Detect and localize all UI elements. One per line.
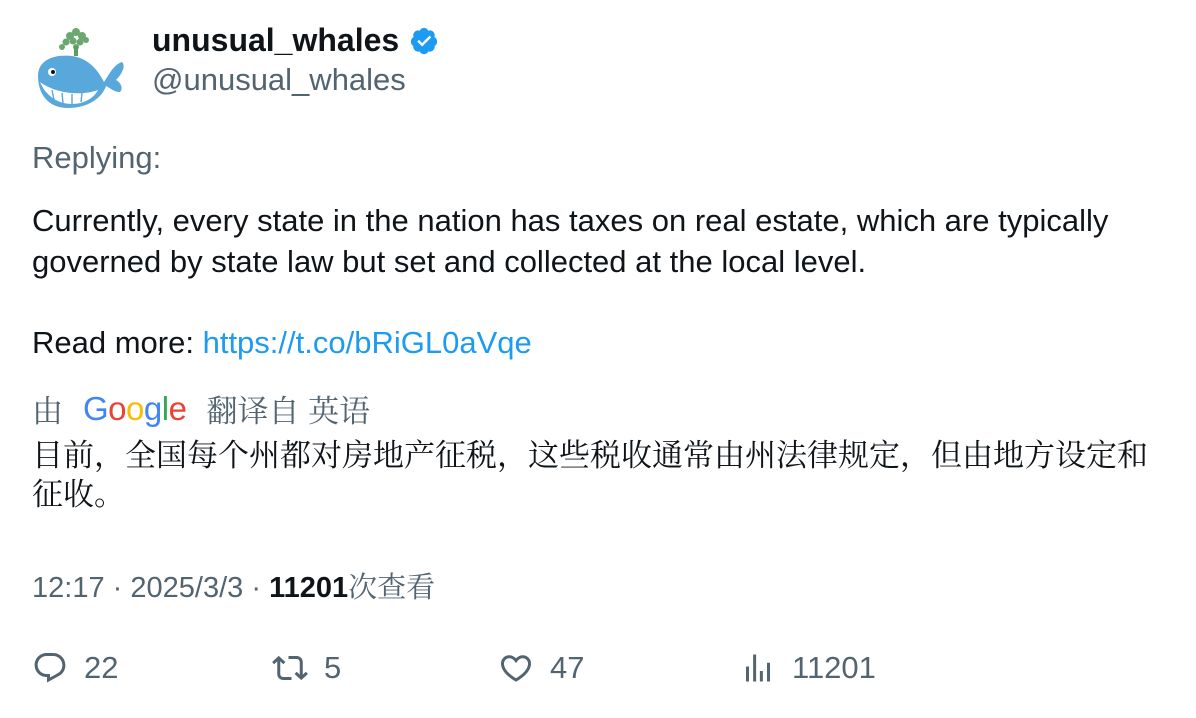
author-name[interactable]: unusual_whales <box>152 22 400 58</box>
views-button[interactable] <box>740 650 876 686</box>
reply-button[interactable] <box>32 650 118 686</box>
meta-separator: · <box>112 572 123 604</box>
tweet-date[interactable]: 2025/3/3 <box>130 572 244 604</box>
tweet-text <box>32 200 1172 363</box>
like-count: 47 <box>550 650 585 685</box>
author-name-row[interactable] <box>152 22 439 59</box>
view-count: 11201 <box>269 572 349 604</box>
tweet-read-more <box>32 322 1172 363</box>
action-bar <box>32 650 1172 694</box>
views-label: 次查看 <box>348 572 436 604</box>
google-logo: Google <box>83 389 187 427</box>
verified-badge-icon <box>409 26 439 56</box>
views-count: 11201 <box>792 650 876 685</box>
retweet-button[interactable] <box>272 650 341 686</box>
replying-label: Replying: <box>32 140 162 175</box>
tweet-meta <box>32 565 435 606</box>
avatar[interactable] <box>32 26 128 114</box>
heart-icon <box>498 650 534 686</box>
reply-icon <box>32 650 68 686</box>
whale-avatar-icon <box>32 26 128 114</box>
tweet-time[interactable]: 12:17 <box>32 572 105 604</box>
translated-text: 目前，全国每个州都对房地产征税，这些税收通常由州法律规定，但由地方设定和征收。 <box>32 438 1148 512</box>
like-button[interactable] <box>498 650 584 686</box>
retweet-icon <box>272 650 308 686</box>
retweet-count: 5 <box>324 650 342 685</box>
translated-by-label: 由 <box>32 394 63 429</box>
translated-from-label: 翻译自 英语 <box>206 394 371 429</box>
tweet-text-main: Currently, every state in the nation has taxes on real estate, which are typically governed by state law but set and collected at the local level. <box>32 203 1109 279</box>
analytics-icon <box>740 650 776 686</box>
author-handle[interactable]: @unusual_whales <box>152 62 406 97</box>
read-more-label: Read more: <box>32 325 194 360</box>
reply-count: 22 <box>84 650 119 685</box>
meta-separator: · <box>251 572 261 604</box>
translation-attribution <box>32 386 370 431</box>
tweet-link[interactable]: https://t.co/bRiGL0aVqe <box>202 325 532 360</box>
